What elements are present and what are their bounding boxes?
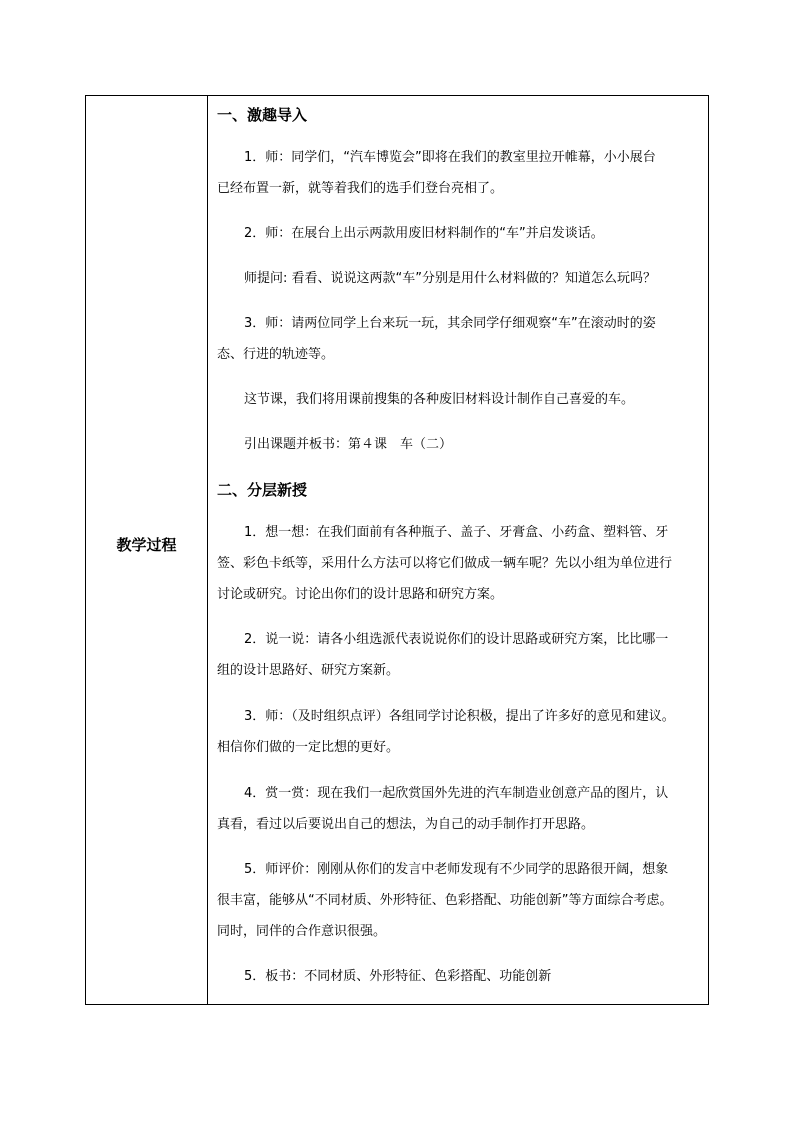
paragraph-line: 讨论或研究。讨论出你们的设计思路和研究方案。 [217, 587, 504, 602]
paragraph-line: 相信你们做的一定比想的更好。 [217, 740, 400, 755]
paragraph-line: 同时，同伴的合作意识很强。 [217, 924, 387, 939]
paragraph-line: 很丰富，能够从“不同材质、外形特征、色彩搭配、功能创新”等方面综合考虑。 [217, 893, 673, 908]
paragraph-line: 5．师评价：刚刚从你们的发言中老师发现有不少同学的思路很开阔，想象 [244, 862, 669, 877]
paragraph-line: 2．师：在展台上出示两款用废旧材料制作的“车”并启发谈话。 [244, 226, 604, 241]
content-cell [208, 96, 708, 1004]
paragraph-line: 这节课，我们将用课前搜集的各种废旧材料设计制作自己喜爱的车。 [244, 392, 635, 407]
section-heading-intro: 一、激趣导入 [217, 106, 308, 124]
paragraph-line: 真看，看过以后要说出自己的想法，为自己的动手制作打开思路。 [217, 817, 595, 832]
paragraph-line: 组的设计思路好、研究方案新。 [217, 663, 400, 678]
paragraph-line: 4．赏一赏：现在我们一起欣赏国外先进的汽车制造业创意产品的图片，认 [244, 786, 669, 801]
paragraph-line: 5．板书：不同材质、外形特征、色彩搭配、功能创新 [244, 969, 552, 984]
row-label-cell [86, 96, 208, 1004]
paragraph-line: 1．师：同学们，“汽车博览会”即将在我们的教室里拉开帷幕，小小展台 [244, 150, 656, 165]
paragraph-line: 3．师：请两位同学上台来玩一玩，其余同学仔细观察“车”在滚动时的姿 [244, 316, 656, 331]
paragraph-line: 3．师：（及时组织点评）各组同学讨论积极，提出了许多好的意见和建议。 [244, 709, 675, 724]
paragraph-line: 师提问: 看看、说说这两款“车”分别是用什么材料做的？知道怎么玩吗？ [244, 271, 656, 286]
lesson-plan-table [85, 95, 709, 1005]
paragraph-line: 1．想一想：在我们面前有各种瓶子、盖子、牙膏盒、小药盒、塑料管、牙 [244, 525, 669, 540]
row-label: 教学过程 [116, 536, 177, 554]
section-heading-new-lesson: 二、分层新授 [217, 481, 308, 499]
paragraph-line: 2．说一说：请各小组选派代表说说你们的设计思路或研究方案，比比哪一 [244, 632, 669, 647]
paragraph-line: 已经布置一新，就等着我们的选手们登台亮相了。 [217, 181, 504, 196]
paragraph-line: 引出课题并板书：第４课 车（二） [244, 437, 453, 452]
paragraph-line: 态、行进的轨迹等。 [217, 347, 335, 362]
paragraph-line: 签、彩色卡纸等，采用什么方法可以将它们做成一辆车呢？先以小组为单位进行 [217, 556, 673, 571]
